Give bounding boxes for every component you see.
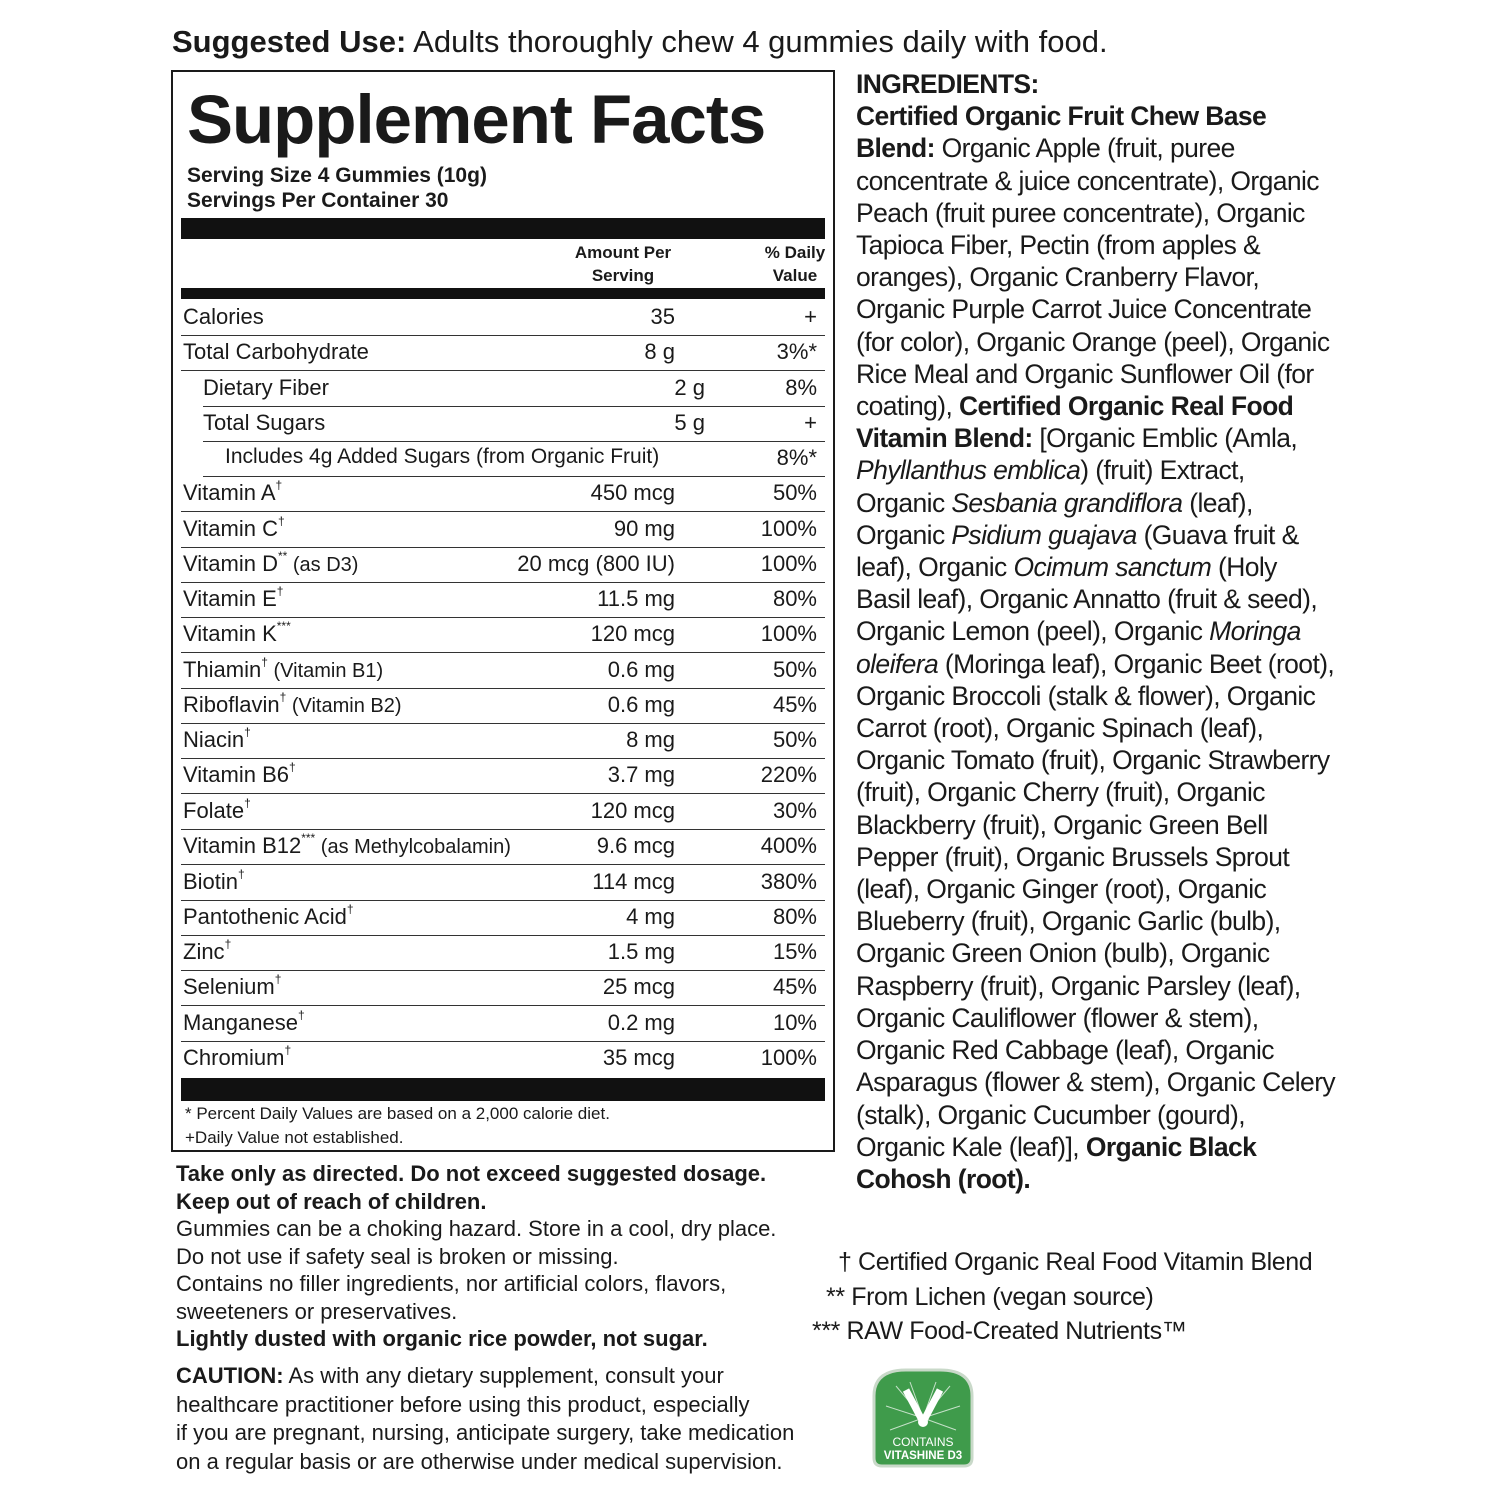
header-amount-per-serving: Amount Per Serving [574,243,672,285]
nutrient-footnote-mark: † [244,725,251,739]
nutrient-amount: 1.5 mg [607,939,675,964]
nutrient-note: (Vitamin B2) [286,695,402,717]
nutrient-footnote-mark: † [244,796,251,810]
nutrient-name-text: Thiamin [183,657,262,682]
nutrient-name [203,410,325,436]
nutrient-name [203,375,329,401]
nutrient-name [225,445,659,469]
nutrient-row [181,477,825,512]
nutrient-footnote-mark: † [279,690,287,704]
thick-divider-bottom [181,1078,825,1101]
latin-name-2: Sesbania grandiflora [951,487,1183,518]
nutrient-name [183,516,285,542]
nutrient-row [181,301,825,336]
nutrient-name-text: Riboflavin [183,692,280,717]
nutrient-amount: 90 mg [613,516,675,541]
nutrient-daily-value: 380% [760,869,817,894]
warning-rice-powder: Lightly dusted with organic rice powder, not sugar. [176,1326,708,1351]
nutrient-footnote-mark: † [284,1043,292,1057]
blend2-text-5: (Holy Basil leaf), Organic Annatto (fruit & seed), Organic Lemon (peel), Organic [856,552,1318,647]
legend-triple-asterisk: *** RAW Food-Created Nutrients™ [812,1317,1187,1345]
nutrient-name [183,974,281,1000]
nutrient-footnote-mark: † [238,867,245,881]
nutrient-footnote-mark: † [274,972,282,986]
nutrient-note: (as Methylcobalamin) [315,836,511,858]
nutrient-amount: 20 mcg (800 IU) [517,551,675,576]
nutrient-daily-value: 30% [772,798,817,823]
nutrient-footnote-mark: † [276,584,284,598]
nutrient-name [183,1045,291,1071]
nutrient-name-text: Dietary Fiber [203,375,329,400]
thick-divider-top [181,218,825,239]
nutrient-row [203,372,825,407]
nutrient-name-text: Vitamin B12 [183,833,302,858]
blend2-text-1: [Organic Emblic (Amla, [1032,423,1298,454]
supplement-facts-panel [171,70,835,1152]
nutrient-name [183,869,245,895]
nutrient-footnote-mark: *** [301,831,316,845]
nutrient-row [181,583,825,618]
nutrient-amount: 120 mcg [590,798,675,823]
nutrient-row [181,513,825,548]
nutrient-row [203,407,825,442]
nutrient-row [181,971,825,1006]
nutrient-amount: 4 mg [626,904,675,929]
badge-line-2: VITASHINE D3 [883,1450,963,1462]
nutrient-row [203,442,825,477]
nutrient-footnote-mark: † [346,902,354,916]
vitashine-leaf-icon [866,1366,980,1470]
thick-divider-header [181,288,825,299]
nutrient-daily-value: 100% [760,621,817,646]
suggested-use [172,22,1108,62]
nutrient-footnote-mark: † [275,478,283,492]
nutrient-name-text: Vitamin A [183,480,276,505]
black-cohosh: Organic Black Cohosh (root). [856,1131,1257,1194]
nutrient-row [181,936,825,971]
nutrient-daily-value: 50% [772,657,817,682]
nutrient-name-text: Vitamin D [183,551,278,576]
nutrient-name-text: Niacin [183,727,245,752]
nutrient-name-text: Vitamin B6 [183,762,289,787]
nutrient-daily-value: 100% [760,551,817,576]
nutrient-daily-value: 3%* [776,339,817,364]
blend2-text-6: (Moringa leaf), Organic Beet (root), Organic Broccoli (stalk & flower), Organic Carrot (root), Organic Spinach (leaf), Organic Tomato (fruit), Organic Strawberry (fruit), Organic Cherry (fruit), Organic Blackberry (fruit), Organic Green Bell Pepper (fruit), Organic Brussels Sprout (leaf), Organic Ginger (root), Organic Blueberry (fruit), Organic Garlic (bulb), Organic Green Onion (bulb), Organic Raspberry (fruit), Organic Parsley (leaf), Organic Cauliflower (flower & stem), Organic Red Cabbage (leaf), Organic Asparagus (flower & stem), Organic Celery (stalk), Organic Cucumber (gourd), Organic Kale (leaf)], [856,648,1336,1162]
nutrient-daily-value: 15% [772,939,817,964]
nutrient-row [181,654,825,689]
nutrient-note: (as D3) [287,554,359,576]
latin-name-1: Phyllanthus emblica [856,455,1081,486]
caution-line-3: if you are pregnant, nursing, anticipate surgery, take medication [176,1420,795,1445]
blend1-text: Organic Apple (fruit, puree concentrate & juice concentrate), Organic Peach (fruit puree concentrate), Organic Tapioca Fiber, Pectin (from apples & oranges), Organic Cranberry Flavor, Organic Purple Carrot Juice Concentrate (for color), Organic Orange (peel), Organic Rice Meal and Organic Sunflower Oil (for coating), [856,133,1330,422]
nutrient-name-text: Zinc [183,939,225,964]
nutrient-amount: 8 g [644,339,675,364]
nutrient-name [183,551,358,577]
nutrient-daily-value: 100% [760,516,817,541]
nutrient-note: (Vitamin B1) [267,660,384,682]
nutrient-amount: 450 mcg [590,480,675,505]
blend2-text-2: ) (fruit) Extract, Organic [856,455,1245,518]
caution [176,1362,794,1476]
nutrient-name-text: Vitamin E [183,586,277,611]
nutrient-name [183,762,296,788]
nutrient-daily-value: 80% [772,586,817,611]
footnote-percent-daily-values: * Percent Daily Values are based on a 2,000 calorie diet. [185,1104,610,1123]
footnote-not-established: +Daily Value not established. [185,1128,404,1147]
warning-no-filler: Contains no filler ingredients, nor artificial colors, flavors, [176,1271,727,1296]
nutrient-amount: 5 g [674,410,705,435]
suggested-use-text: Adults thoroughly chew 4 gummies daily with food. [406,24,1108,59]
nutrient-row [181,866,825,901]
badge-line-1: CONTAINS [892,1435,954,1449]
nutrient-footnote-mark: ** [277,549,288,563]
nutrient-amount: 25 mcg [602,974,675,999]
nutrient-row [181,830,825,865]
nutrient-daily-value: 45% [772,692,817,717]
nutrient-name-text: Total Carbohydrate [183,339,369,364]
nutrient-footnote-mark: *** [276,619,291,633]
servings-per-container: Servings Per Container 30 [187,189,449,212]
legend-dagger: † Certified Organic Real Food Vitamin Blend [838,1248,1313,1276]
nutrient-name-text: Folate [183,798,245,823]
nutrient-daily-value: 80% [772,904,817,929]
caution-line-1: As with any dietary supplement, consult your [283,1363,724,1388]
serving-size: Serving Size 4 Gummies (10g) [187,164,487,187]
nutrient-amount: 8 mg [626,727,675,752]
nutrient-name [183,1010,305,1036]
nutrient-amount: 0.2 mg [607,1010,675,1035]
warning-no-filler-cont: sweeteners or preservatives. [176,1298,458,1324]
latin-name-5: Moringa oleifera [856,616,1301,679]
warnings [176,1160,836,1353]
latin-name-4: Ocimum sanctum [1013,552,1212,583]
nutrient-name-text: Vitamin C [183,516,278,541]
nutrient-footnote-mark: † [288,760,296,774]
nutrient-daily-value: + [804,410,817,435]
nutrient-footnote-mark: † [224,937,232,951]
nutrient-amount: 114 mcg [592,869,675,894]
nutrient-name [183,621,291,647]
nutrient-amount: 120 mcg [590,621,675,646]
nutrient-daily-value: 50% [772,480,817,505]
nutrient-name-text: Includes 4g Added Sugars (from Organic Fruit) [225,445,660,468]
nutrient-name-text: Biotin [183,869,239,894]
warning-choking: Gummies can be a choking hazard. Store in a cool, dry place. [176,1216,777,1241]
vitashine-badge [866,1366,980,1470]
suggested-use-label: Suggested Use: [172,24,407,59]
warning-children: Keep out of reach of children. [176,1188,487,1214]
nutrient-daily-value: 100% [760,1045,817,1070]
nutrient-amount: 9.6 mcg [596,833,675,858]
nutrient-daily-value: 45% [772,974,817,999]
nutrient-name [183,304,264,330]
nutrient-daily-value: 10% [772,1010,817,1035]
nutrient-amount: 3.7 mg [607,762,675,787]
nutrient-amount: 11.5 mg [597,586,675,611]
nutrient-name-text: Manganese [183,1010,298,1035]
facts-title: Supplement Facts [187,81,766,158]
nutrient-row [181,336,825,371]
nutrient-name [183,586,283,612]
nutrient-name [183,480,282,506]
nutrient-daily-value: 400% [760,833,817,858]
nutrient-daily-value: 50% [772,727,817,752]
ingredients [856,68,1336,1195]
warning-directed: Take only as directed. Do not exceed suggested dosage. [176,1161,767,1186]
nutrient-name-text: Calories [183,304,264,329]
nutrient-row [181,548,825,583]
caution-label: CAUTION: [176,1363,284,1388]
nutrient-name-text: Vitamin K [183,621,277,646]
nutrient-daily-value: 220% [760,762,817,787]
nutrient-row [181,618,825,653]
nutrient-row [181,901,825,936]
nutrient-name [183,692,402,718]
nutrient-footnote-mark: † [261,655,268,669]
nutrient-name [183,727,251,753]
nutrient-row [181,1007,825,1042]
blend1-name: Certified Organic Fruit Chew Base Blend: [856,101,1267,164]
nutrient-amount: 0.6 mg [607,692,675,717]
nutrient-footnote-mark: † [297,1008,305,1022]
nutrient-amount: 35 mcg [602,1045,675,1070]
blend2-text-4: (Guava fruit & leaf), Organic [856,519,1299,583]
nutrient-name [183,939,231,965]
nutrient-daily-value: 8% [785,375,817,400]
nutrient-amount: 2 g [674,375,705,400]
nutrient-name-text: Chromium [183,1045,285,1070]
nutrient-amount: 0.6 mg [607,657,675,682]
nutrient-row [181,689,825,724]
blend2-name: Certified Organic Real Food Vitamin Blend: [856,391,1294,454]
caution-line-4: on a regular basis or are otherwise under medical supervision. [176,1448,783,1474]
nutrient-name [183,339,369,365]
nutrient-name [183,798,251,824]
header-daily-value: % Daily Value [764,243,826,285]
nutrient-name-text: Selenium [183,974,275,999]
nutrient-amount: 35 [650,304,675,329]
nutrient-name [183,904,354,930]
latin-name-3: Psidium guajava [951,519,1137,550]
nutrient-row [181,759,825,794]
nutrient-name-text: Total Sugars [203,410,326,435]
nutrient-daily-value: 8%* [776,445,817,470]
nutrient-name-text: Pantothenic Acid [183,904,347,929]
nutrient-row [181,795,825,830]
warning-seal: Do not use if safety seal is broken or missing. [176,1243,619,1269]
nutrient-name [183,833,511,859]
nutrient-name [183,657,383,683]
nutrient-row [181,1042,825,1077]
nutrient-row [181,724,825,759]
nutrient-daily-value: + [804,304,817,329]
blend2-text-3: (leaf), Organic [856,487,1253,550]
nutrient-footnote-mark: † [277,514,285,528]
caution-line-2: healthcare practitioner before using this product, especially [176,1391,750,1417]
legend-double-asterisk: ** From Lichen (vegan source) [826,1283,1154,1311]
ingredients-title: INGREDIENTS: [856,69,1039,99]
